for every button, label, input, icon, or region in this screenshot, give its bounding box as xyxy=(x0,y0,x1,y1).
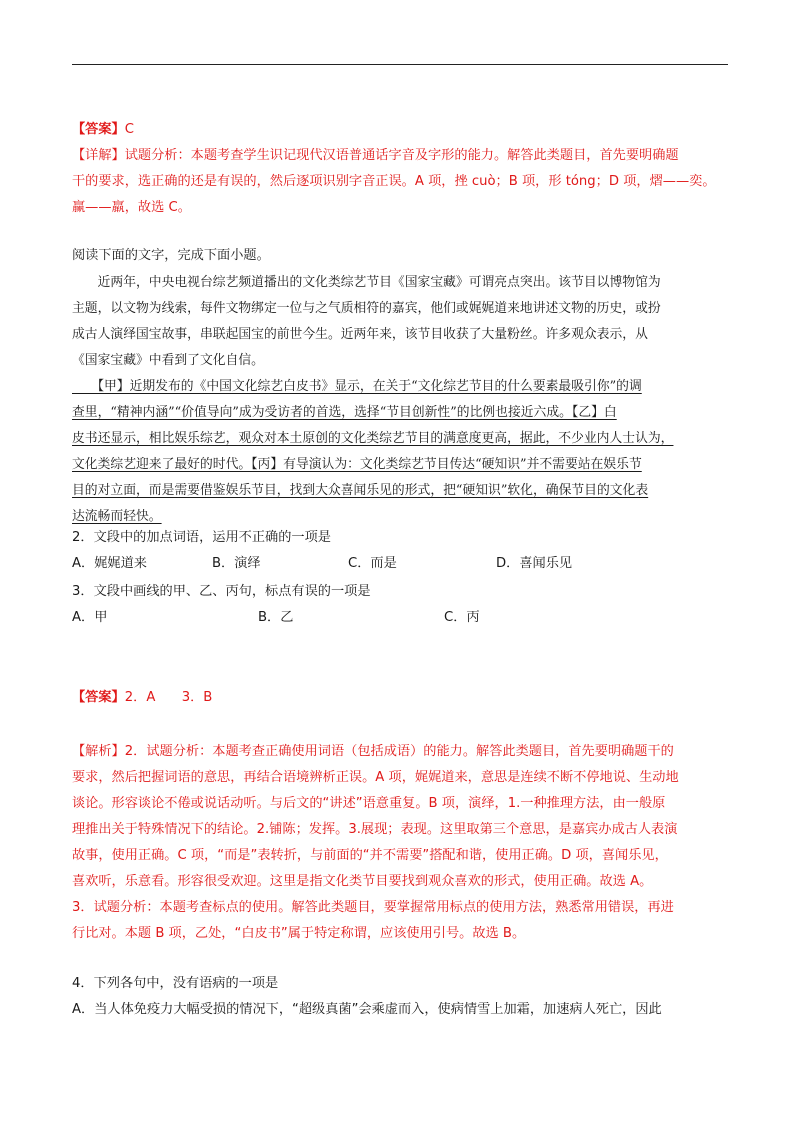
analysis-block xyxy=(72,739,732,947)
analysis-line: 理推出关于特殊情况下的结论。2.铺陈；发挥。3.展现；表现。这里取第三个意思，是嘉宾办成古人表演 xyxy=(72,822,678,837)
q3-option-a[interactable]: A．甲 xyxy=(72,610,108,625)
underlined-sentence-line: 查里，“精神内涵”“价值导向”成为受访者的首选，选择“节目创新性”的比例也接近六成。【乙】白 xyxy=(72,405,617,420)
reading-instruction: 阅读下面的文字，完成下面小题。 xyxy=(72,248,270,263)
passage-line: 近两年，中央电视台综艺频道播出的文化类综艺节目《国家宝藏》可谓亮点突出。该节目以博物馆为 xyxy=(72,275,661,290)
q3-stem: 3．文段中画线的甲、乙、丙句，标点有误的一项是 xyxy=(72,584,371,599)
question-4 xyxy=(72,971,732,1023)
answer-2-3-value: 2．A 3．B xyxy=(124,690,213,705)
underlined-sentence-line: 文化类综艺迎来了最好的时代。【丙】有导演认为：文化类综艺节目传达“硬知识”并不需要站在娱乐节 xyxy=(72,457,642,472)
analysis-line: 谈论。形容谈论不倦或说话动听。与后文的“讲述”语意重复。B 项，演绎，1.一种推理方法，由一般原 xyxy=(72,796,666,811)
q1-detail-line: 赢——羸，故选 C。 xyxy=(72,200,191,215)
passage-line: 成古人演绎国宝故事，串联起国宝的前世今生。近两年来，该节目收获了大量粉丝。许多观众表示，从 xyxy=(72,327,648,342)
q2-option-c[interactable]: C．而是 xyxy=(348,556,397,571)
q3-option-c[interactable]: C．丙 xyxy=(444,610,480,625)
underlined-sentence-line: 达流畅而轻快。 xyxy=(72,509,162,524)
answer-value: C xyxy=(124,122,134,137)
answer-2-3-line xyxy=(72,685,732,711)
q2-option-d[interactable]: D．喜闻乐见 xyxy=(496,556,573,571)
q1-answer-line xyxy=(72,117,732,143)
passage-paragraph-2 xyxy=(72,374,732,530)
header-rule xyxy=(72,64,728,65)
answer-2-3-block xyxy=(72,685,732,711)
underlined-sentence-line: 皮书还显示，相比娱乐综艺，观众对本土原创的文化类综艺节目的满意度更高，据此，不少业内人士认为， xyxy=(72,431,674,446)
analysis-line: 3．试题分析：本题考查标点的使用。解答此类题目，要掌握常用标点的使用方法，熟悉常用错误，再进 xyxy=(72,900,674,915)
analysis-line: 故事，使用正确。C 项，“而是”表转折，与前面的“并不需要”搭配和谐，使用正确。D 项，喜闻乐见， xyxy=(72,848,668,863)
q3-option-b[interactable]: B．乙 xyxy=(258,610,294,625)
passage-line: 主题，以文物为线索，每件文物绑定一位与之气质相符的嘉宾，他们或娓娓道来地讲述文物的历史，或扮 xyxy=(72,301,661,316)
q2-options xyxy=(72,551,732,577)
q1-detail-line: 【详解】试题分析：本题考查学生识记现代汉语普通话字音及字形的能力。解答此类题目，首先要明确题 xyxy=(72,148,679,163)
q1-answer-block xyxy=(72,117,732,221)
passage-paragraph-1 xyxy=(72,270,732,374)
q2-stem: 2．文段中的加点词语，运用不正确的一项是 xyxy=(72,530,331,545)
q2-option-b[interactable]: B．演绎 xyxy=(212,556,261,571)
underlined-sentence-line: 目的对立面，而是需要借鉴娱乐节目，找到大众喜闻乐见的形式，把“硬知识”软化，确保节目的文化表 xyxy=(72,483,649,498)
q3-options xyxy=(72,605,732,631)
analysis-line: 【解析】2．试题分析：本题考查正确使用词语（包括成语）的能力。解答此类题目，首先要明确题干的 xyxy=(72,744,674,759)
question-3 xyxy=(72,579,732,631)
underlined-sentence-line: 【甲】近期发布的《中国文化综艺白皮书》显示，在关于“文化综艺节目的什么要素最吸引你”的调 xyxy=(72,379,642,394)
reading-instruction-block xyxy=(72,243,732,269)
answer-tag: 【答案】 xyxy=(72,122,125,137)
q1-detail-line: 干的要求，选正确的还是有误的，然后逐项识别字音正误。A 项，挫 cuò；B 项，形 tóng；D 项，熠——奕。 xyxy=(72,174,716,189)
q4-stem: 4．下列各句中，没有语病的一项是 xyxy=(72,976,279,991)
q2-option-a[interactable]: A．娓娓道来 xyxy=(72,556,147,571)
analysis-line: 要求，然后把握词语的意思，再结合语境辨析正误。A 项，娓娓道来，意思是连续不断不停地说、生动地 xyxy=(72,770,679,785)
answer-tag: 【答案】 xyxy=(72,690,125,705)
q4-option-a[interactable]: A．当人体免疫力大幅受损的情况下，“超级真菌”会乘虚而入，使病情雪上加霜，加速病人死亡，因此 xyxy=(72,1002,662,1017)
passage-line: 《国家宝藏》中看到了文化自信。 xyxy=(72,353,264,368)
analysis-line: 行比对。本题 B 项，乙处，“白皮书”属于特定称谓，应该使用引号。故选 B。 xyxy=(72,926,526,941)
analysis-line: 喜欢听，乐意看。形容很受欢迎。这里是指文化类节目要找到观众喜欢的形式，使用正确。故选 A。 xyxy=(72,874,653,889)
question-2 xyxy=(72,525,732,577)
